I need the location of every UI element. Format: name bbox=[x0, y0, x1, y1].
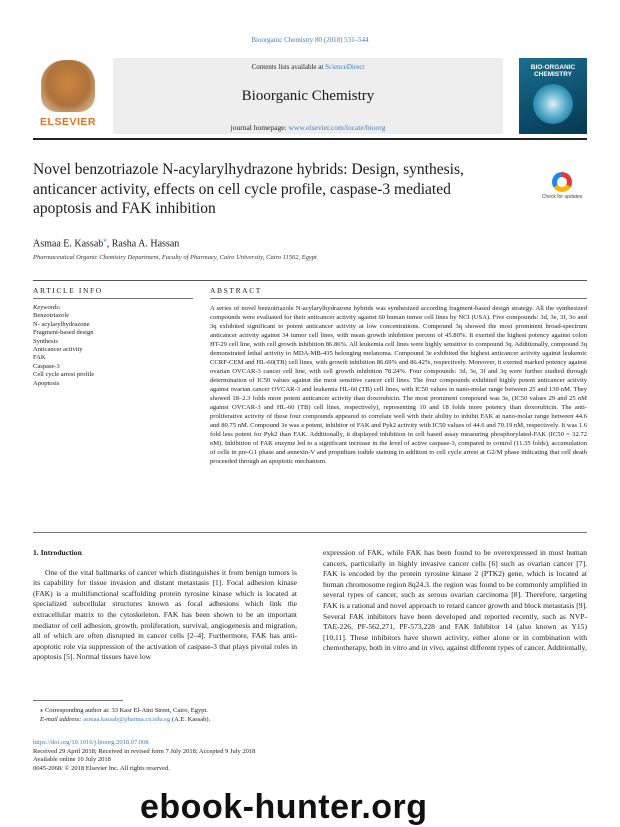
keyword-item: Caspase-3 bbox=[33, 362, 60, 370]
check-for-updates-button[interactable] bbox=[540, 172, 584, 208]
introduction-paragraph: One of the vital hallmarks of cancer which distinguishes it from benign tumors is its capability for tissue invasion and distant metastasis [1]. Focal adhesion kinase (FAK) is a multifunctional scaffolding protein tyrosine kinase which is located at specialized subcellular structures known as focal adhesions which link the extracellular matrix to the cytoskeleton. FAK has been shown to be an important mediator of cell adhesion, growth, proliferation, survival, angiogenesis and migration, all of which are often disrupted in cancer cells [2–4]. Furthermore, FAK has anti-apoptotic role via suppression of the activation of caspase-3 that plays pivotal roles in apoptosis [5]. Normal tissues have low bbox=[33, 567, 297, 662]
article-info-heading: ARTICLE INFO bbox=[33, 286, 103, 295]
author-kassab[interactable]: Asmaa E. Kassab bbox=[33, 238, 104, 250]
publication-info bbox=[33, 739, 433, 773]
journal-reference[interactable]: Bioorganic Chemistry 80 (2018) 531–544 bbox=[251, 36, 369, 44]
introduction-paragraph-continued: expression of FAK, while FAK has been found to be overexpressed in most human cancers, particularly in highly invasive cancer cells [6] such as ovarian cancer [7]. FAK is encoded by the protein tyrosine kinase 2 (PTK2) gene, which is located at human chromosome region 8q24.3. the region was found to be commonly amplified in several types of cancer, such as serous ovarian carcinoma [8]. Therefore, targeting FAK is a rational and novel approach to retard cancer growth and block metastasis [9]. Several FAK inhibitors have been developed and reported recently, such as NVP-TAE-226, PF-562,271, PF-573,228 and FAK Inhibitor 14 (also known as Y15) [10,11]. These inhibitors have shown activity, either alone or in combination with chemotherapy, both in vitro and in vivo, against different types of cancer. Additionally, bbox=[323, 548, 587, 653]
journal-homepage bbox=[113, 123, 503, 132]
keyword-item: Fragment-based design bbox=[33, 329, 94, 337]
author-list bbox=[33, 236, 587, 249]
body-column-right bbox=[323, 548, 587, 654]
elsevier-tree-icon bbox=[41, 60, 95, 112]
journal-header bbox=[33, 58, 587, 136]
sciencedirect-link[interactable]: ScienceDirect bbox=[325, 63, 365, 71]
watermark-text: ebook-hunter.org bbox=[140, 788, 428, 826]
corresponding-author-note: ⁎ Corresponding author at: 33 Kasr El-Aini Street, Cairo, Egypt. bbox=[40, 707, 208, 714]
contents-prefix: Contents lists available at bbox=[251, 63, 326, 71]
abstract-text bbox=[210, 304, 587, 466]
abstract-rule bbox=[210, 298, 587, 299]
footnote bbox=[40, 706, 340, 724]
keyword-item: Cell cycle arrest profile bbox=[33, 371, 95, 379]
cover-title: BIO-ORGANIC CHEMISTRY bbox=[530, 64, 576, 79]
keyword-item: Apoptosis bbox=[33, 379, 60, 387]
journal-banner bbox=[113, 58, 503, 134]
doi-link[interactable]: https://doi.org/10.1016/j.bioorg.2018.07.008 bbox=[33, 739, 149, 746]
homepage-prefix: journal homepage: bbox=[230, 123, 289, 132]
keywords-heading: Keywords: bbox=[33, 304, 61, 311]
contents-line bbox=[113, 63, 503, 71]
keywords-block bbox=[33, 304, 193, 388]
check-updates-label: Check for updates bbox=[541, 194, 583, 200]
abstract-paragraph: A series of novel benzotriazole N-acylarylhydrazone hybrids was synthesized according fragment-based design strategy. All the synthesized compounds were evaluated for their anticancer activity against 60 human tumor cell lines by NCI (USA). Five compounds: 3d, 3e, 3f, 3o and 3q exhibited significant to potent anticancer activity at low concentrations. Compound 3q showed the most prominent broad-spectrum anticancer activity against 34 tumor cell lines, with mean growth inhibition percent of 45.80%. It exerted the highest potency against colon HT-29 cell line, with cell growth inhibition 86.86%. All leukemia cell lines were highly sensitive to compound 3q. Additionally, compound 3q demonstrated lethal activity to MDA-MB-435 belonging melanoma. Compound 3e exhibited the highest anticancer activity against leukemic CCRF-CEM and HL-60(TB) cell lines, with growth inhibition 86.69% and 86.42%, respectively. Moreover, it exerted marked potency against ovarian OVCAR-3 cancer cell line, with cell growth inhibition 78.24%. Four compounds: 3d, 3e, 3f and 3q were further studied through determination of IC50 values against the most sensitive cancer cell lines. The four compounds exhibited highly potent anticancer activity against ovarian cancer OVCAR-3 and leukemia HL-60 (TB) cell lines, with IC50 values in nano-molar range between 25 and 130 nM. They showed 18–2.3 folds more potent anticancer activity than doxorubicin. The most prominent compound was 3e, (IC50 values 29 and 25 nM against OVCAR-3 and HL-60 (TB) cell lines, respectively), representing 10 and 18 folds more potency than doxorubicin. The anti-proliferative activity of these four compounds appeared to correlate well with their ability to inhibit FAK at nano-molar range between 44.6 and 80.75 nM. Compound 3e was a potent, inhibitor of FAK and Pyk2 activity with IC50 values of 44.6 and 70.19 nM, respectively. It was 1.6 fold less potent for Pyk2 than FAK. Additionally, it displayed inhibition in cell based assay measuring phosphorylated-FAK (IC50 = 32.72 nM). Inhibition of FAK enzyme led to a significant increase in the level of active caspase-3, compared to control (11.35 folds), accumulation of cells in pre-G1 phase and annexin-V and propidium iodide staining in addition to cell cycle arrest at G2/M phase indicating that cell death proceeded through an apoptotic mechanism. bbox=[210, 305, 587, 465]
header-divider bbox=[33, 138, 587, 140]
email-label: E-mail address: bbox=[40, 716, 84, 723]
cover-art-icon bbox=[533, 84, 573, 124]
article-info-rule bbox=[33, 298, 193, 299]
author-hassan[interactable]: , Rasha A. Hassan bbox=[106, 238, 180, 250]
copyright: 0045-2068/ © 2018 Elsevier Inc. All rights reserved. bbox=[33, 764, 170, 772]
keyword-item: Anticancer activity bbox=[33, 346, 83, 354]
introduction-heading: 1. Introduction bbox=[33, 548, 82, 557]
corresponding-author-mark[interactable]: ⁎ bbox=[103, 236, 107, 244]
email-line bbox=[40, 715, 340, 724]
body-column-left bbox=[33, 548, 297, 663]
section-divider bbox=[33, 280, 587, 281]
received-dates: Received 29 April 2018; Received in revised form 7 July 2018; Accepted 9 July 2018 bbox=[33, 747, 256, 755]
publisher-name: ELSEVIER bbox=[40, 116, 96, 128]
keyword-item: Synthesis bbox=[33, 337, 58, 345]
footnote-rule bbox=[33, 700, 123, 701]
email-link[interactable]: asmaa.kassab@pharma.cu.edu.eg bbox=[83, 716, 171, 723]
keyword-item: N- acylarylhydrazone bbox=[33, 320, 90, 328]
check-updates-icon bbox=[552, 172, 572, 192]
body-divider bbox=[33, 532, 587, 533]
article-title: Novel benzotriazole N-acylarylhydrazone hybrids: Design, synthesis, anticancer activity, effects on cell cycle profile, caspase-3 mediated apoptosis and FAK inhibition bbox=[33, 161, 464, 217]
email-suffix: (A.E. Kassab). bbox=[170, 716, 211, 723]
abstract-heading: ABSTRACT bbox=[210, 286, 262, 295]
elsevier-logo[interactable] bbox=[33, 58, 103, 132]
affiliation: Pharmaceutical Organic Chemistry Department, Faculty of Pharmacy, Cairo University, Cairo 11562, Egypt bbox=[33, 254, 317, 261]
available-online: Available online 10 July 2018 bbox=[33, 756, 111, 764]
journal-name[interactable]: Bioorganic Chemistry bbox=[241, 88, 375, 104]
journal-cover-image[interactable] bbox=[519, 58, 587, 134]
keyword-item: FAK bbox=[33, 354, 46, 362]
keyword-item: Benzotriazole bbox=[33, 312, 70, 320]
homepage-link[interactable]: www.elsevier.com/locate/bioorg bbox=[288, 123, 386, 132]
